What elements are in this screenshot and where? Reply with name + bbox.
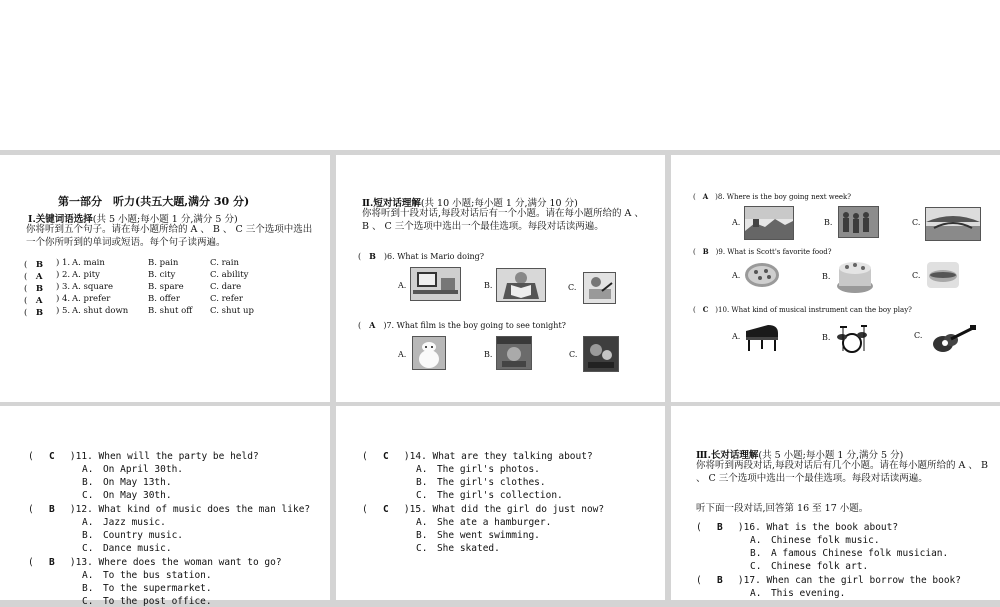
panel-part3: [671, 155, 1000, 402]
question-text: 14. What are they talking about?: [409, 451, 593, 462]
question-row: ( B )6. What is Mario doing?: [358, 251, 485, 261]
option-b: B. She went swimming.: [416, 530, 540, 541]
option-label: B.: [484, 281, 493, 290]
option-a: A. Chinese folk music.: [750, 535, 880, 546]
option-a: A. square: [72, 282, 113, 292]
question-row: ( C )14. What are they talking about?: [362, 451, 593, 462]
panel-part4: [0, 406, 330, 607]
option-label: B.: [824, 218, 833, 227]
section-instructions: 你将听到五个句子。请在每小题所给的 A 、 B 、 C 三个选项中选出一个你所听到的单词或短语。每个句子读两遍。: [26, 224, 313, 248]
option-label: A.: [732, 218, 741, 227]
option-label: C.: [912, 218, 921, 227]
great-wall-picture: [744, 206, 794, 240]
answer: A: [369, 320, 376, 330]
answer: B: [48, 504, 55, 515]
question-row: ( B )17. When can the girl borrow the book?: [696, 575, 961, 586]
option-c: C. She skated.: [416, 543, 500, 554]
option-b: B. pain: [148, 258, 179, 268]
option-a: A. main: [72, 258, 105, 268]
option-c: C. To the post office.: [82, 596, 212, 607]
question-text: 16. What is the book about?: [743, 522, 899, 533]
option-a: A. The girl's photos.: [416, 464, 540, 475]
option-c: C. shut up: [210, 306, 254, 316]
section-instructions: 你将听到十段对话,每段对话后有一个小题。请在每小题所给的 A 、 B 、 C 三个选项中选出一个最佳选项。每段对话读两遍。: [362, 208, 644, 232]
answer: C: [382, 504, 389, 515]
answer: B: [35, 260, 44, 270]
question-row: ( C )11. When will the party be held?: [28, 451, 259, 462]
question-row: ( B ) 3. A. square B. spare C. dare: [24, 282, 242, 294]
option-c: C. refer: [210, 294, 243, 304]
section-info: (共 10 小题;每小题 1 分,满分 10 分): [420, 198, 578, 209]
answer: B: [369, 251, 376, 261]
piano-picture: [744, 321, 780, 353]
option-label: B.: [822, 272, 831, 281]
section-heading: [696, 447, 903, 461]
panel-part2: [336, 155, 665, 402]
answer: A: [35, 272, 43, 282]
bridge-lake-picture: [925, 207, 981, 241]
adventure-poster-picture: [583, 336, 619, 372]
option-b: B. On May 13th.: [82, 477, 172, 488]
question-number: 3.: [62, 282, 71, 292]
option-a: A. To the bus station.: [82, 570, 212, 581]
section-title: Ⅰ.关键词语选择: [28, 214, 93, 225]
sub-instructions: 听下面一段对话,回答第 16 至 17 小题。: [696, 503, 869, 514]
option-b: B. shut off: [148, 306, 193, 316]
section-heading: [28, 211, 238, 225]
option-label: C.: [914, 331, 923, 340]
option-b: B. A famous Chinese folk musician.: [750, 548, 949, 559]
panel-part1: [0, 155, 330, 402]
question-text: 8. Where is the boy going next week?: [717, 193, 852, 201]
option-c: C. rain: [210, 258, 239, 268]
question-text: 12. What kind of music does the man like?: [75, 504, 311, 515]
answer: C: [48, 451, 55, 462]
option-label: A.: [398, 281, 407, 290]
terracotta-army-picture: [838, 206, 879, 238]
blank-top-area: [0, 0, 1000, 150]
option-b: B. offer: [148, 294, 180, 304]
answer: B: [35, 284, 44, 294]
option-label: C.: [568, 283, 577, 292]
panel-part6: [671, 406, 1000, 600]
option-a: A. shut down: [72, 306, 129, 316]
option-b: B. To the supermarket.: [82, 583, 212, 594]
question-text: 10. What kind of musical instrument can the boy play?: [718, 306, 912, 314]
question-text: 15. What did the girl do just now?: [409, 504, 605, 515]
option-a: A. She ate a hamburger.: [416, 517, 552, 528]
answer: B: [716, 575, 723, 586]
option-a: A. pity: [72, 270, 100, 280]
guitar-picture: [931, 324, 977, 354]
question-number: 2.: [62, 270, 71, 280]
option-label: B.: [484, 350, 493, 359]
question-number: 5.: [62, 306, 71, 316]
question-row: ( B ) 1. A. main B. pain C. rain: [24, 258, 239, 270]
pizza-picture: [744, 262, 781, 288]
part-title: 第一部分 听力(共五大题,满分 30 分): [58, 195, 250, 208]
cake-picture: [835, 256, 875, 294]
question-row: ( B )12. What kind of music does the man like?: [28, 504, 311, 515]
question-row: ( A ) 4. A. prefer B. offer C. refer: [24, 294, 243, 306]
section-title: Ⅱ.短对话理解: [362, 198, 421, 209]
option-b: B. spare: [148, 282, 184, 292]
answer: C: [382, 451, 389, 462]
option-label: A.: [732, 332, 741, 341]
option-a: A. On April 30th.: [82, 464, 184, 475]
option-b: B. The girl's clothes.: [416, 477, 546, 488]
question-row: ( C )10. What kind of musical instrument can the boy play?: [693, 305, 912, 314]
option-c: C. The girl's collection.: [416, 490, 563, 501]
option-b: B. Country music.: [82, 530, 184, 541]
section-info: (共 5 小题;每小题 1 分,满分 5 分): [92, 214, 238, 225]
answer: A: [702, 192, 709, 201]
option-label: B.: [822, 333, 831, 342]
question-number: 4.: [62, 294, 71, 304]
option-label: A.: [732, 271, 741, 280]
section-instructions: 你将听到两段对话,每段对话后有几个小题。请在每小题所给的 A 、 B 、 C 三个选项中选出一个最佳选项。每段对话读两遍。: [696, 460, 988, 484]
option-label: C.: [569, 350, 578, 359]
option-c: C. dare: [210, 282, 242, 292]
white-robot-poster-picture: [412, 336, 446, 370]
question-text: 11. When will the party be held?: [75, 451, 259, 462]
answer: C: [702, 305, 709, 314]
option-c: C. Dance music.: [82, 543, 172, 554]
option-b: B. city: [148, 270, 176, 280]
answer: B: [35, 308, 44, 318]
section-title: Ⅲ.长对话理解: [696, 450, 759, 461]
panel-part5: [336, 406, 665, 600]
question-text: 17. When can the girl borrow the book?: [743, 575, 961, 586]
question-row: ( A ) 2. A. pity B. city C. ability: [24, 270, 249, 282]
question-row: ( A )7. What film is the boy going to see tonight?: [358, 320, 566, 330]
answer: B: [48, 557, 55, 568]
question-row: ( B )9. What is Scott's favorite food?: [693, 247, 832, 256]
option-label: C.: [912, 271, 921, 280]
section-heading: [362, 195, 578, 209]
writing-picture: [583, 272, 616, 304]
answer: A: [35, 296, 43, 306]
option-a: A. Jazz music.: [82, 517, 166, 528]
question-text: 6. What is Mario doing?: [387, 252, 485, 261]
reading-book-picture: [496, 268, 546, 302]
option-c: C. Chinese folk art.: [750, 561, 869, 572]
question-number: 1.: [62, 258, 71, 268]
question-row: ( B ) 5. A. shut down B. shut off C. shut up: [24, 306, 254, 318]
question-row: ( B )16. What is the book about?: [696, 522, 899, 533]
answer: B: [716, 522, 723, 533]
kungfu-poster-picture: [496, 336, 532, 370]
question-row: ( C )15. What did the girl do just now?: [362, 504, 605, 515]
question-row: ( B )13. Where does the woman want to go?: [28, 557, 282, 568]
question-row: ( A )8. Where is the boy going next week?: [693, 192, 852, 201]
question-text: 7. What film is the boy going to see tonight?: [386, 321, 566, 330]
option-a: A. prefer: [72, 294, 111, 304]
option-a: A. This evening.: [750, 588, 846, 599]
option-c: C. On May 30th.: [82, 490, 172, 501]
section-info: (共 5 小题;每小题 1 分,满分 5 分): [758, 450, 904, 461]
option-label: A.: [398, 350, 407, 359]
option-c: C. ability: [210, 270, 249, 280]
computer-desk-picture: [410, 267, 461, 301]
hot-dog-picture: [925, 258, 961, 292]
answer: B: [702, 247, 709, 256]
drum-kit-picture: [835, 321, 869, 354]
question-text: 13. Where does the woman want to go?: [75, 557, 282, 568]
question-text: 9. What is Scott's favorite food?: [718, 248, 832, 256]
